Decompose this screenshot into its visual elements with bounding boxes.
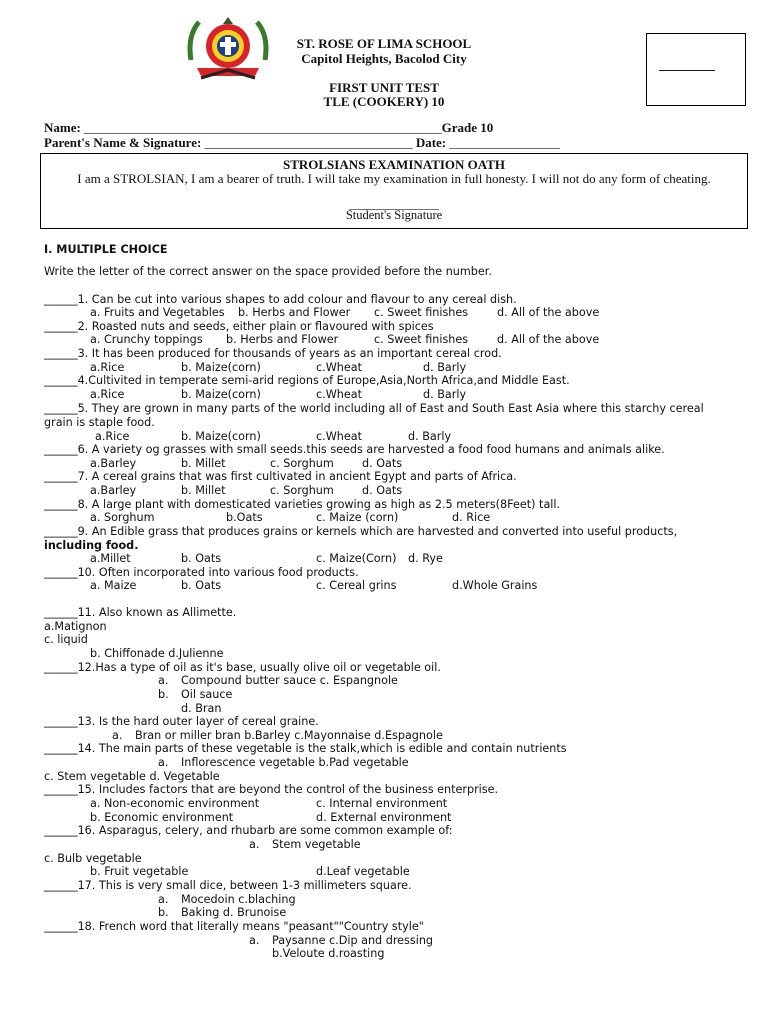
school-address: Capitol Heights, Bacolod City <box>301 51 467 66</box>
choice-4b: b. Maize(corn) <box>181 388 261 401</box>
parent-label: Parent's Name & Signature: <box>44 135 205 150</box>
question-7: ______7. A cereal grains that was first cultivated in ancient Egypt and parts of Africa. <box>44 470 517 483</box>
date-line[interactable]: _________________ <box>449 135 560 150</box>
choice-12b-marker: b. <box>158 688 169 701</box>
choice-9b: b. Oats <box>181 552 222 565</box>
choice-3b: b. Maize(corn) <box>181 361 261 374</box>
choice-14-marker: a. <box>158 756 169 769</box>
question-4: ______4.Cultivited in temperate semi-arid regions of Europe,Asia,North Africa,and Middle East. <box>44 374 570 387</box>
choice-8d: d. Rice <box>452 511 491 524</box>
choice-8b: b.Oats <box>226 511 263 524</box>
choice-12a-marker: a. <box>158 674 169 687</box>
choice-16a-marker: a. <box>249 838 260 851</box>
question-12: ______12.Has a type of oil as it's base, usually olive oil or vegetable oil. <box>44 661 441 674</box>
choice-9a: a.Millet <box>90 552 131 565</box>
choice-5c: c.Wheat <box>316 430 362 443</box>
choice-18bd: b.Veloute d.roasting <box>272 947 385 960</box>
question-10: ______10. Often incorporated into various food products. <box>44 566 359 579</box>
choice-2b: b. Herbs and Flower <box>226 333 339 346</box>
parent-row <box>44 135 560 151</box>
test-title: FIRST UNIT TEST <box>329 80 439 95</box>
question-5: ______5. They are grown in many parts of the world including all of East and South East Asia where this starchy cereal <box>44 402 704 415</box>
choice-8c: c. Maize (corn) <box>316 511 399 524</box>
choice-9d: d. Rye <box>408 552 443 565</box>
choice-2d: d. All of the above <box>497 333 600 346</box>
score-box[interactable] <box>646 33 746 106</box>
choice-6c: c. Sorghum <box>270 457 334 470</box>
choice-17b-marker: b. <box>158 906 169 919</box>
choice-16a: Stem vegetable <box>272 838 361 851</box>
choice-5a: a.Rice <box>95 430 130 443</box>
choice-10c: c. Cereal grins <box>316 579 397 592</box>
choice-18ac: Paysanne c.Dip and dressing <box>272 934 434 947</box>
choice-4d: d. Barly <box>423 388 467 401</box>
choice-1b: b. Herbs and Flower <box>238 306 351 319</box>
question-11: ______11. Also known as Allimette. <box>44 606 237 619</box>
choice-14cd: c. Stem vegetable d. Vegetable <box>44 770 220 783</box>
choice-10d: d.Whole Grains <box>452 579 538 592</box>
choice-7d: d. Oats <box>362 484 403 497</box>
choice-17a-marker: a. <box>158 893 169 906</box>
choice-11bd: b. Chiffonade d.Julienne <box>90 647 224 660</box>
choice-15a: a. Non-economic environment <box>90 797 260 810</box>
choice-13: Bran or miller bran b.Barley c.Mayonnaise d.Espagnole <box>135 729 443 742</box>
question-13: ______13. Is the hard outer layer of cereal graine. <box>44 715 319 728</box>
choice-4a: a.Rice <box>90 388 125 401</box>
choice-16d: d.Leaf vegetable <box>316 865 410 878</box>
question-17: ______17. This is very small dice, between 1-3 millimeters square. <box>44 879 412 892</box>
choice-6a: a.Barley <box>90 457 137 470</box>
instructions: Write the letter of the correct answer on the space provided before the number. <box>44 265 492 278</box>
choice-6b: b. Millet <box>181 457 226 470</box>
signature-line[interactable]: _______________ <box>349 197 439 211</box>
choice-1c: c. Sweet finishes <box>374 306 469 319</box>
choice-12d: d. Bran <box>181 702 222 715</box>
choice-14ab: Inflorescence vegetable b.Pad vegetable <box>181 756 409 769</box>
choice-15b: b. Economic environment <box>90 811 234 824</box>
score-line: ________ <box>659 58 715 73</box>
choice-7a: a.Barley <box>90 484 137 497</box>
choice-18a-marker: a. <box>249 934 260 947</box>
name-line[interactable]: _______________________________________________________ <box>84 120 442 135</box>
choice-9c: c. Maize(Corn) <box>316 552 397 565</box>
oath-text: I am a STROLSIAN, I am a bearer of truth. I will take my examination in full honesty. I will not do any form of cheating. <box>77 171 711 186</box>
signature-label: Student's Signature <box>345 208 443 222</box>
oath-title: STROLSIANS EXAMINATION OATH <box>282 157 505 172</box>
choice-3c: c.Wheat <box>316 361 362 374</box>
choice-16c: c. Bulb vegetable <box>44 852 142 865</box>
choice-5b: b. Maize(corn) <box>181 430 261 443</box>
choice-5d: d. Barly <box>408 430 452 443</box>
choice-11a: a.Matignon <box>44 620 107 633</box>
parent-line[interactable]: ________________________________ <box>204 135 413 150</box>
question-6: ______6. A variety og grasses with small seeds.this seeds are harvested a food food humans and animals alike. <box>44 443 665 456</box>
name-label: Name: <box>44 120 85 135</box>
choice-7c: c. Sorghum <box>270 484 334 497</box>
choice-8a: a. Sorghum <box>90 511 155 524</box>
choice-4c: c.Wheat <box>316 388 362 401</box>
choice-2a: a. Crunchy toppings <box>90 333 203 346</box>
grade-label: Grade 10 <box>441 120 494 135</box>
choice-10b: b. Oats <box>181 579 222 592</box>
question-5-cont: grain is staple food. <box>44 416 155 429</box>
choice-17ac: Mocedoin c.blaching <box>181 893 296 906</box>
question-3: ______3. It has been produced for thousands of years as an important cereal crod. <box>44 347 502 360</box>
question-18: ______18. French word that literally means "peasant""Country style" <box>44 920 424 933</box>
school-name: ST. ROSE OF LIMA SCHOOL <box>296 36 472 51</box>
choice-1a: a. Fruits and Vegetables <box>90 306 225 319</box>
question-1: ______1. Can be cut into various shapes to add colour and flavour to any cereal dish. <box>44 293 517 306</box>
question-2: ______2. Roasted nuts and seeds, either plain or flavoured with spices <box>44 320 434 333</box>
oath-box <box>40 153 748 229</box>
question-14: ______14. The main parts of these vegetable is the stalk,which is edible and contain nutrients <box>44 742 567 755</box>
date-label: Date: <box>412 135 450 150</box>
choice-10a: a. Maize <box>90 579 137 592</box>
question-16: ______16. Asparagus, celery, and rhubarb are some common example of: <box>44 824 453 837</box>
choice-7b: b. Millet <box>181 484 226 497</box>
name-row <box>44 120 493 136</box>
question-9-cont: including food. <box>44 539 139 552</box>
choice-17bd: Baking d. Brunoise <box>181 906 287 919</box>
choice-11c: c. liquid <box>44 633 88 646</box>
choice-3a: a.Rice <box>90 361 125 374</box>
choice-1d: d. All of the above <box>497 306 600 319</box>
choice-3d: d. Barly <box>423 361 467 374</box>
choice-15c: c. Internal environment <box>316 797 448 810</box>
test-subject: TLE (COOKERY) 10 <box>323 94 445 109</box>
question-15: ______15. Includes factors that are beyond the control of the business enterprise. <box>44 783 499 796</box>
question-9: ______9. An Edible grass that produces grains or kernels which are harvested and converted into useful products, <box>44 525 678 538</box>
question-8: ______8. A large plant with domesticated varieties growing as high as 2.5 meters(8Feet) tall. <box>44 498 561 511</box>
section-title: I. MULTIPLE CHOICE <box>44 243 168 256</box>
choice-13-marker: a. <box>112 729 123 742</box>
choice-16b: b. Fruit vegetable <box>90 865 189 878</box>
choice-2c: c. Sweet finishes <box>374 333 469 346</box>
choice-12b: Oil sauce <box>181 688 233 701</box>
choice-6d: d. Oats <box>362 457 403 470</box>
choice-12a: Compound butter sauce c. Espangnole <box>181 674 398 687</box>
choice-15d: d. External environment <box>316 811 452 824</box>
